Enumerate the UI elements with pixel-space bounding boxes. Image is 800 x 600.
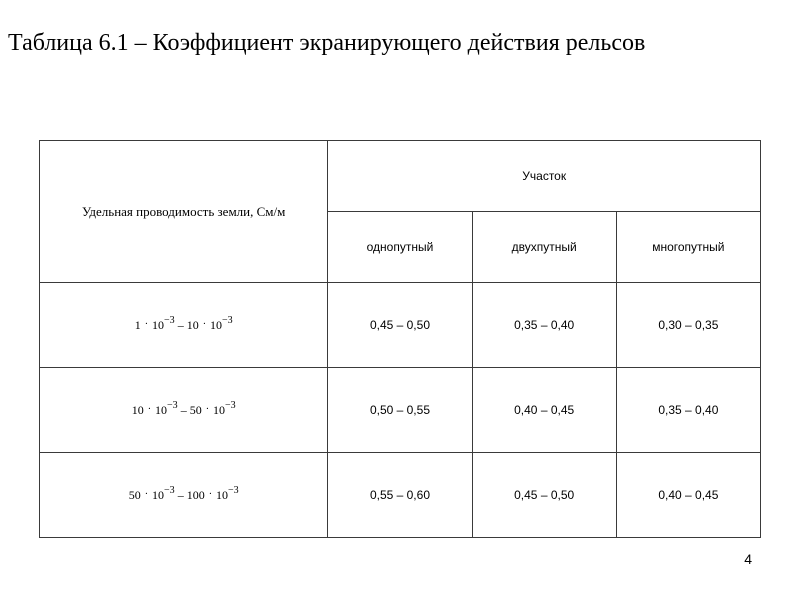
table-row [40, 283, 761, 368]
value-cell: 0,40 – 0,45 [616, 453, 760, 538]
multiply-sign: · [147, 404, 152, 415]
power-exponent: −3 [228, 485, 239, 496]
range-from-mantissa: 1 [134, 318, 141, 332]
conductivity-range [134, 315, 233, 332]
power-exponent: −3 [222, 315, 233, 326]
range-to-mantissa: 10 [186, 318, 199, 332]
power-base: 10 [152, 318, 165, 332]
header-single-track: однопутный [328, 212, 472, 283]
range-dash: – [180, 403, 187, 417]
range-dash: – [177, 488, 184, 502]
range-to-mantissa: 50 [189, 403, 202, 417]
multiply-sign: · [205, 404, 210, 415]
multiply-sign: · [202, 319, 207, 330]
value-cell: 0,30 – 0,35 [616, 283, 760, 368]
conductivity-cell [40, 283, 328, 368]
conductivity-range [131, 400, 236, 417]
conductivity-cell [40, 453, 328, 538]
multiply-sign: · [144, 489, 149, 500]
header-multi-track: многопутный [616, 212, 760, 283]
value-cell: 0,35 – 0,40 [472, 283, 616, 368]
conductivity-cell [40, 368, 328, 453]
range-from-mantissa: 50 [128, 488, 141, 502]
value-cell: 0,45 – 0,50 [472, 453, 616, 538]
power-exponent: −3 [167, 400, 178, 411]
power-base: 10 [152, 488, 165, 502]
header-row [40, 141, 761, 212]
value-cell: 0,40 – 0,45 [472, 368, 616, 453]
coefficient-table [39, 140, 761, 538]
value-cell: 0,45 – 0,50 [328, 283, 472, 368]
power-base: 10 [210, 318, 223, 332]
power-exponent: −3 [164, 485, 175, 496]
power-exponent: −3 [225, 400, 236, 411]
conductivity-range [128, 485, 239, 502]
header-double-track: двухпутный [472, 212, 616, 283]
value-cell: 0,35 – 0,40 [616, 368, 760, 453]
header-section: Участок [328, 141, 761, 212]
power-base: 10 [216, 488, 229, 502]
slide-title: Таблица 6.1 – Коэффициент экранирующего действия рельсов [8, 30, 646, 56]
range-to-mantissa: 100 [186, 488, 205, 502]
range-dash: – [177, 318, 184, 332]
value-cell: 0,50 – 0,55 [328, 368, 472, 453]
page-number: 4 [744, 551, 752, 567]
power-base: 10 [155, 403, 168, 417]
multiply-sign: · [144, 319, 149, 330]
table-row [40, 368, 761, 453]
power-base: 10 [213, 403, 226, 417]
value-cell: 0,55 – 0,60 [328, 453, 472, 538]
header-conductivity: Удельная проводимость земли, См/м [40, 141, 328, 283]
table-row [40, 453, 761, 538]
range-from-mantissa: 10 [131, 403, 144, 417]
power-exponent: −3 [164, 315, 175, 326]
multiply-sign: · [208, 489, 213, 500]
